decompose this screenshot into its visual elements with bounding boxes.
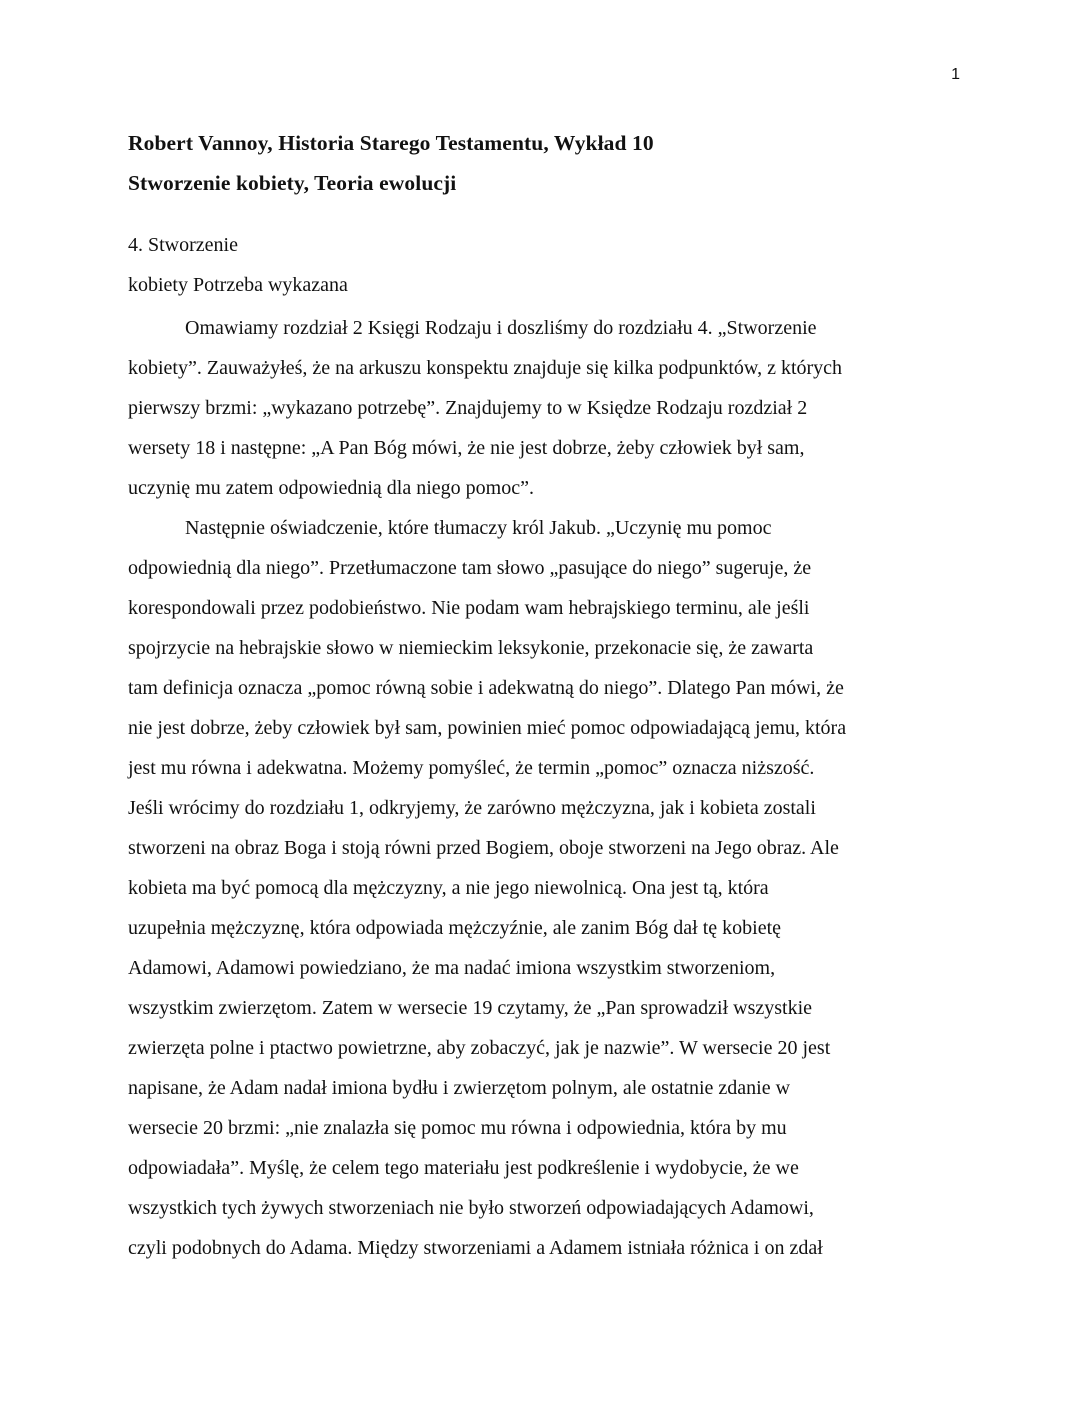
section-heading: 4. Stworzenie (128, 234, 238, 256)
text-line: Następnie oświadczenie, które tłumaczy król Jakub. „Uczynię mu pomoc (185, 517, 772, 539)
text-line: czyli podobnych do Adama. Między stworzeniami a Adamem istniała różnica i on zdał (128, 1237, 823, 1259)
page-number: 1 (951, 66, 960, 83)
paragraph (128, 313, 968, 513)
subsection-heading: kobiety Potrzeba wykazana (128, 274, 348, 296)
text-line: Omawiamy rozdział 2 Księgi Rodzaju i doszliśmy do rozdziału 4. „Stworzenie (185, 317, 817, 339)
text-line: Jeśli wrócimy do rozdziału 1, odkryjemy, że zarówno mężczyzna, jak i kobieta zostali (128, 797, 816, 819)
text-line: uzupełnia mężczyznę, która odpowiada mężczyźnie, ale zanim Bóg dał tę kobietę (128, 917, 782, 939)
text-line: nie jest dobrze, żeby człowiek był sam, powinien mieć pomoc odpowiadającą jemu, która (128, 717, 847, 739)
text-line: odpowiadała”. Myślę, że celem tego materiału jest podkreślenie i wydobycie, że we (128, 1157, 799, 1179)
text-line: spojrzycie na hebrajskie słowo w niemieckim leksykonie, przekonacie się, że zawarta (128, 637, 814, 659)
text-line: zwierzęta polne i ptactwo powietrzne, aby zobaczyć, jak je nazwie”. W wersecie 20 jest (128, 1037, 831, 1059)
text-line: uczynię mu zatem odpowiednią dla niego pomoc”. (128, 477, 534, 499)
text-line: odpowiednią dla niego”. Przetłumaczone tam słowo „pasujące do niego” sugeruje, że (128, 557, 812, 579)
text-line: Adamowi, Adamowi powiedziano, że ma nadać imiona wszystkim stworzeniom, (128, 957, 776, 979)
text-line: napisane, że Adam nadał imiona bydłu i zwierzętom polnym, ale ostatnie zdanie w (128, 1077, 791, 1099)
text-line: korespondowali przez podobieństwo. Nie podam wam hebrajskiego terminu, ale jeśli (128, 597, 810, 619)
text-line: wersety 18 i następne: „A Pan Bóg mówi, że nie jest dobrze, żeby człowiek był sam, (128, 437, 805, 459)
text-line: tam definicja oznacza „pomoc równą sobie i adekwatną do niego”. Dlatego Pan mówi, że (128, 677, 844, 699)
text-line: kobiety”. Zauważyłeś, że na arkuszu konspektu znajduje się kilka podpunktów, z których (128, 357, 843, 379)
text-line: stworzeni na obraz Boga i stoją równi przed Bogiem, oboje stworzeni na Jego obraz. Ale (128, 837, 839, 859)
text-line: wszystkich tych żywych stworzeniach nie było stworzeń odpowiadających Adamowi, (128, 1197, 814, 1219)
document-subtitle: Stworzenie kobiety, Teoria ewolucji (128, 171, 457, 195)
body-text (128, 313, 968, 1273)
paragraph (128, 513, 968, 1273)
document-title: Robert Vannoy, Historia Starego Testamentu, Wykład 10 (128, 131, 654, 155)
text-line: kobieta ma być pomocą dla mężczyzny, a nie jego niewolnicą. Ona jest tą, która (128, 877, 769, 899)
text-line: wszystkim zwierzętom. Zatem w wersecie 19 czytamy, że „Pan sprowadził wszystkie (128, 997, 813, 1019)
text-line: wersecie 20 brzmi: „nie znalazła się pomoc mu równa i odpowiednia, która by mu (128, 1117, 787, 1139)
text-line: jest mu równa i adekwatna. Możemy pomyśleć, że termin „pomoc” oznacza niższość. (128, 757, 815, 779)
text-line: pierwszy brzmi: „wykazano potrzebę”. Znajdujemy to w Księdze Rodzaju rozdział 2 (128, 397, 808, 419)
